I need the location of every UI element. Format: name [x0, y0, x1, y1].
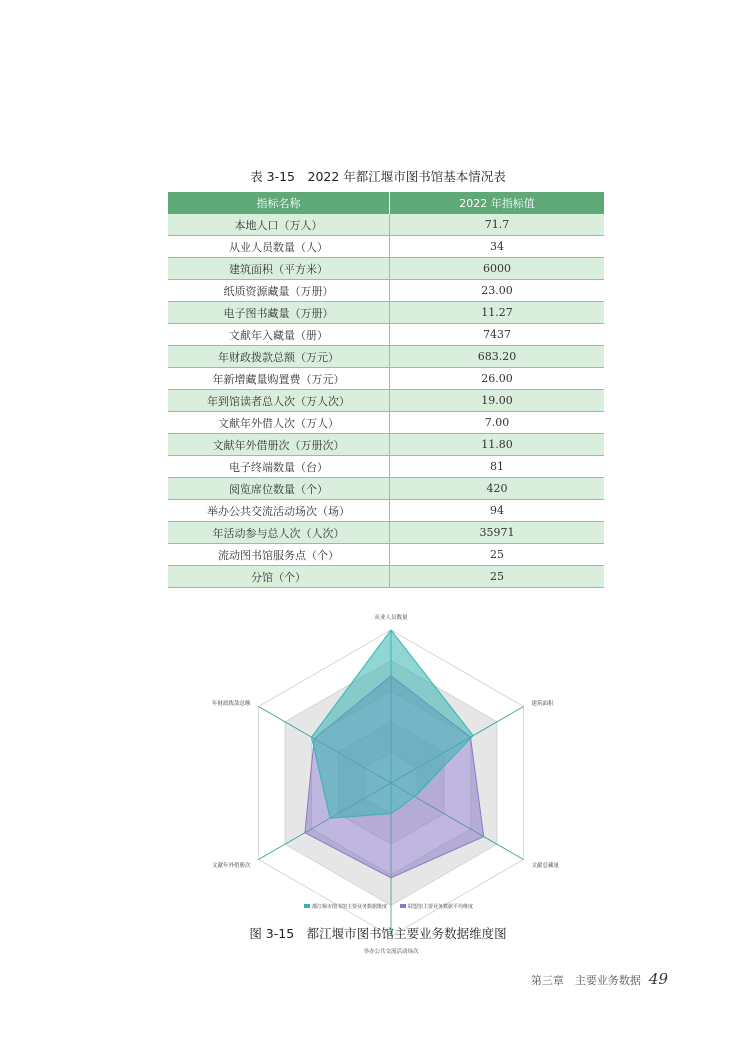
header-indicator-name: 指标名称: [168, 192, 390, 214]
page-number: 49: [648, 970, 668, 988]
indicator-name: 文献年入藏量（册）: [168, 324, 390, 346]
table-row: [168, 478, 604, 500]
radar-axis-label: 举办公共交流活动场次: [363, 949, 419, 956]
indicator-name: 年新增藏量购置费（万元）: [168, 368, 390, 390]
indicator-value: 7.00: [390, 412, 605, 434]
indicator-value: 35971: [390, 522, 605, 544]
table-row: [168, 280, 604, 302]
indicator-value: 25: [390, 544, 605, 566]
indicator-value: 11.80: [390, 434, 605, 456]
indicator-name: 分馆（个）: [168, 566, 390, 588]
indicator-name: 建筑面积（平方米）: [168, 258, 390, 280]
indicator-name: 文献年外借人次（万人）: [168, 412, 390, 434]
indicator-name: 年财政拨款总额（万元）: [168, 346, 390, 368]
table-header-row: [168, 192, 604, 214]
figure-caption: 图 3-15 都江堰市图书馆主要业务数据维度图: [249, 926, 507, 941]
table-row: [168, 214, 604, 236]
indicator-name: 阅览席位数量（个）: [168, 478, 390, 500]
radar-axis-label: 文献年外借册次: [212, 863, 251, 870]
legend-label: 联盟馆主要业务数据平均维度: [408, 904, 474, 910]
radar-axis-label: 年财政拨款总额: [212, 700, 251, 707]
table-row: [168, 522, 604, 544]
indicator-name: 纸质资源藏量（万册）: [168, 280, 390, 302]
table-row: [168, 456, 604, 478]
legend-swatch: [400, 904, 406, 908]
indicator-value: 71.7: [390, 214, 605, 236]
indicator-name: 年活动参与总人次（人次）: [168, 522, 390, 544]
radar-axis-label: 建筑面积: [531, 700, 554, 707]
table-row: [168, 544, 604, 566]
table-title: 表 3-15 2022 年都江堰市图书馆基本情况表: [250, 169, 506, 184]
indicator-value: 6000: [390, 258, 605, 280]
table-row: [168, 346, 604, 368]
indicator-value: 7437: [390, 324, 605, 346]
indicator-name: 文献年外借册次（万册次）: [168, 434, 390, 456]
indicator-value: 420: [390, 478, 605, 500]
indicator-name: 从业人员数量（人）: [168, 236, 390, 258]
indicator-value: 81: [390, 456, 605, 478]
indicator-name: 年到馆读者总人次（万人次）: [168, 390, 390, 412]
indicator-name: 流动图书馆服务点（个）: [168, 544, 390, 566]
header-indicator-value: 2022 年指标值: [390, 192, 605, 214]
table-row: [168, 258, 604, 280]
legend-swatch: [304, 904, 310, 908]
indicator-value: 683.20: [390, 346, 605, 368]
basic-info-table: [168, 192, 604, 588]
chapter-label: 第三章 主要业务数据: [530, 974, 641, 987]
table-row: [168, 566, 604, 588]
indicator-name: 本地人口（万人）: [168, 214, 390, 236]
indicator-value: 11.27: [390, 302, 605, 324]
page-footer: [531, 970, 668, 988]
indicator-value: 26.00: [390, 368, 605, 390]
radar-axis-label: 从业人员数量: [374, 614, 408, 621]
table-row: [168, 368, 604, 390]
indicator-value: 34: [390, 236, 605, 258]
legend-label: 都江堰市图书馆主要业务数据维度: [312, 904, 388, 910]
table-row: [168, 324, 604, 346]
table-row: [168, 302, 604, 324]
indicator-name: 电子终端数量（台）: [168, 456, 390, 478]
table-row: [168, 500, 604, 522]
indicator-value: 94: [390, 500, 605, 522]
table-row: [168, 434, 604, 456]
indicator-value: 19.00: [390, 390, 605, 412]
radar-axis-label: 文献总藏量: [531, 863, 559, 870]
indicator-name: 举办公共交流活动场次（场）: [168, 500, 390, 522]
table-row: [168, 412, 604, 434]
indicator-value: 23.00: [390, 280, 605, 302]
indicator-value: 25: [390, 566, 605, 588]
table-row: [168, 390, 604, 412]
indicator-name: 电子图书藏量（万册）: [168, 302, 390, 324]
table-row: [168, 236, 604, 258]
